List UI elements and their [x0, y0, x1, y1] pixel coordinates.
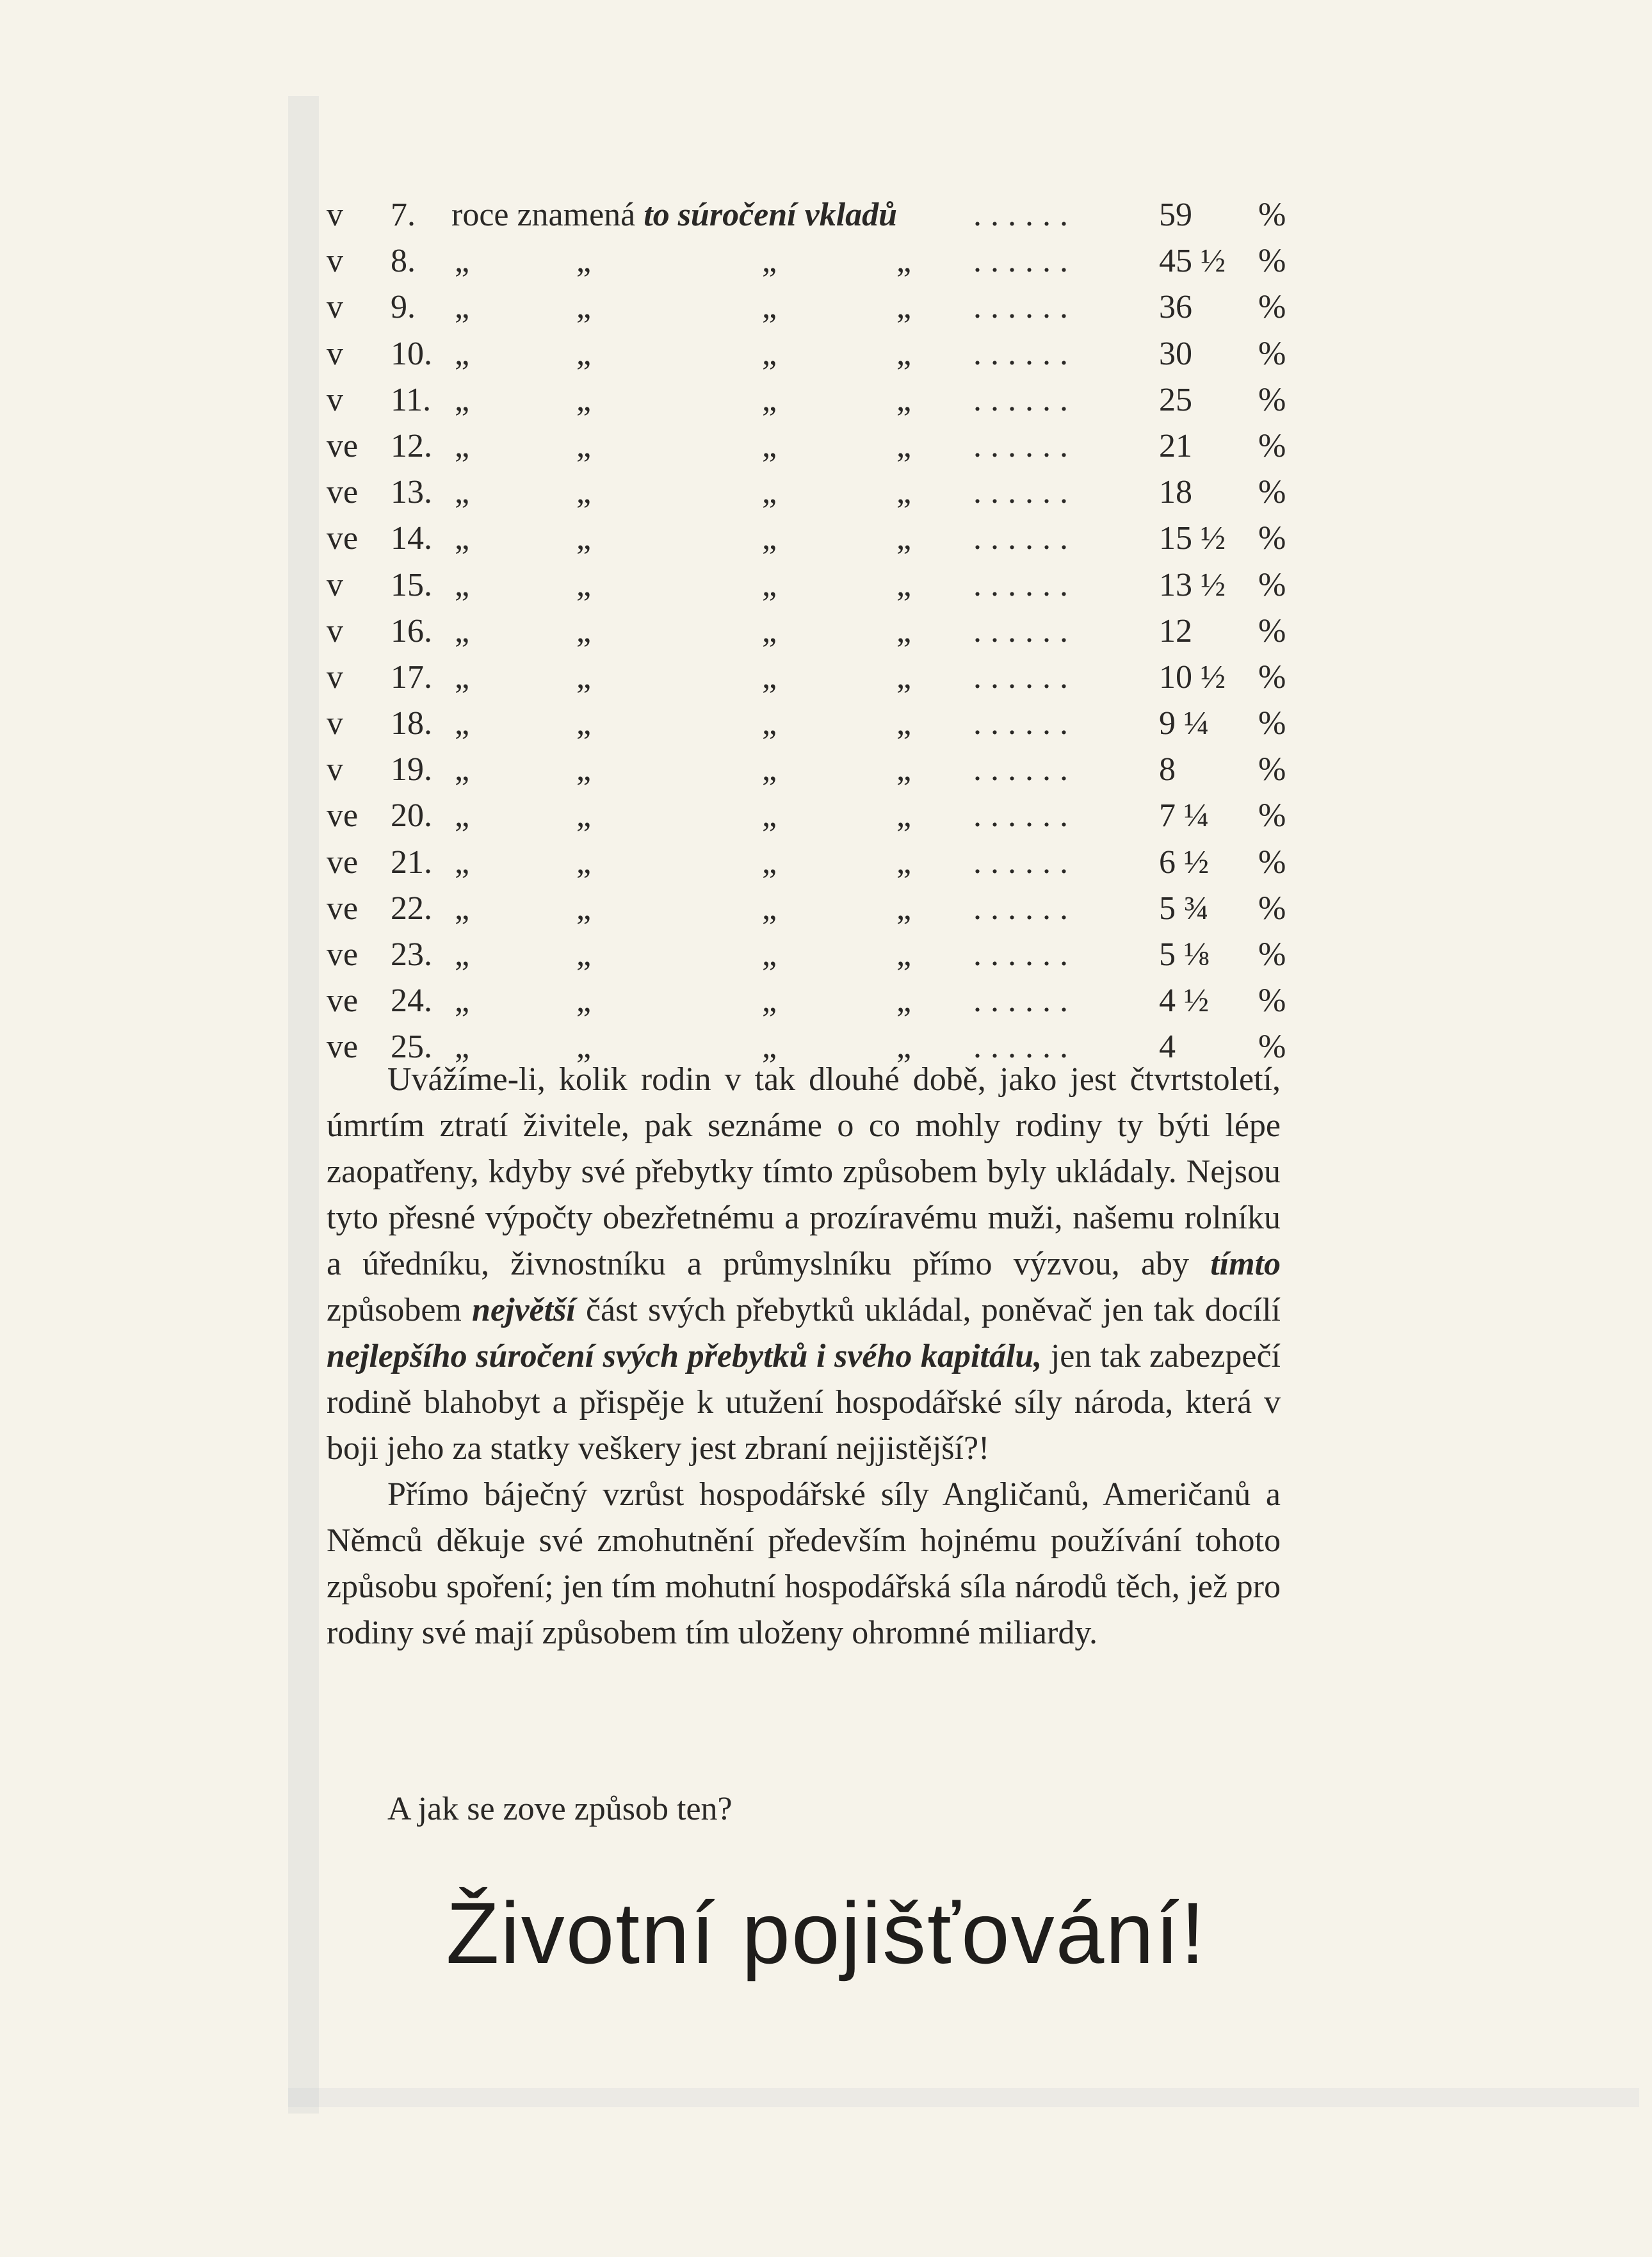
ditto-mark: „: [455, 289, 470, 326]
rate-value: 5 ¾: [1159, 890, 1209, 927]
rate-row: [327, 562, 1313, 608]
leader-dots: ......: [973, 658, 1077, 696]
rate-unit: %: [1258, 381, 1286, 418]
rate-phrase: [451, 192, 897, 238]
ditto-mark: „: [896, 335, 912, 372]
ditto-mark: „: [762, 751, 777, 788]
rate-row: [327, 608, 1313, 655]
ditto-mark: „: [762, 474, 777, 511]
show-through-band: [288, 96, 319, 2114]
ditto-mark: „: [762, 1029, 777, 1066]
ditto-mark: „: [576, 566, 592, 603]
ditto-mark: „: [896, 243, 912, 280]
rate-value: 6 ½: [1159, 843, 1209, 881]
paragraph-text: Uvážíme-li, kolik rodin v tak dlouhé době, jako jest čtvrtstoletí, úmrtím ztratí živitele, pak seznáme o co mohly rodiny ty býti lépe zaopatřeny, kdyby své přebytky tímto způsobem byly ukládaly. Nejsou tyto přesné výpočty obezřetnému a prozíravému muži, našemu rolníku a úředníku, živnostníku a průmyslníku přímo výzvou, aby: [327, 1061, 1281, 1282]
leader-dots: ......: [973, 751, 1077, 788]
ditto-mark: „: [576, 612, 592, 649]
leader-dots: ......: [973, 289, 1077, 326]
ditto-mark: „: [576, 936, 592, 973]
rate-value: 9 ¼: [1159, 705, 1209, 742]
rate-row: [327, 793, 1313, 839]
rate-row: [327, 331, 1313, 377]
ditto-mark: „: [455, 936, 470, 973]
rate-unit: %: [1258, 751, 1286, 788]
rate-prefix: v: [327, 289, 343, 326]
ditto-mark: „: [762, 982, 777, 1020]
ditto-mark: „: [896, 890, 912, 927]
rate-year: 14.: [391, 520, 432, 557]
rate-year: 20.: [391, 797, 432, 835]
rate-unit: %: [1258, 427, 1286, 464]
leader-dots: ......: [973, 520, 1077, 557]
ditto-mark: „: [576, 243, 592, 280]
rate-row: [327, 932, 1313, 978]
ditto-mark: „: [455, 335, 470, 372]
ditto-mark: „: [576, 381, 592, 418]
body-text: [327, 1057, 1281, 1656]
ditto-mark: „: [896, 520, 912, 557]
ditto-mark: „: [576, 427, 592, 464]
rate-value: 21: [1159, 427, 1192, 464]
rate-year: 22.: [391, 890, 432, 927]
rate-year: 24.: [391, 982, 432, 1020]
leader-dots: ......: [973, 335, 1077, 372]
leader-dots: ......: [973, 243, 1077, 280]
rate-year: 19.: [391, 751, 432, 788]
rate-value: 4: [1159, 1029, 1176, 1066]
rate-phrase-plain: roce znamená: [451, 197, 644, 233]
rate-value: 59: [1159, 197, 1192, 233]
ditto-mark: „: [455, 612, 470, 649]
ditto-mark: „: [762, 890, 777, 927]
rate-value: 36: [1159, 289, 1192, 326]
ditto-mark: „: [896, 289, 912, 326]
rate-row: [327, 978, 1313, 1024]
rate-prefix: ve: [327, 427, 359, 464]
rate-unit: %: [1258, 843, 1286, 881]
ditto-mark: „: [896, 612, 912, 649]
rate-row: [327, 655, 1313, 701]
rate-value: 45 ½: [1159, 243, 1226, 280]
rate-prefix: ve: [327, 982, 359, 1020]
ditto-mark: „: [455, 381, 470, 418]
emphasis-text: nejlepšího súročení svých přebytků i svého kapitálu,: [327, 1338, 1042, 1374]
ditto-mark: „: [762, 520, 777, 557]
rate-unit: %: [1258, 1029, 1286, 1066]
ditto-mark: „: [455, 982, 470, 1020]
leader-dots: ......: [973, 566, 1077, 603]
rate-row: [327, 747, 1313, 793]
ditto-mark: „: [762, 797, 777, 835]
rate-value: 7 ¼: [1159, 797, 1209, 835]
rate-year: 18.: [391, 705, 432, 742]
rate-year: 13.: [391, 474, 432, 511]
ditto-mark: „: [455, 243, 470, 280]
ditto-mark: „: [896, 982, 912, 1020]
rate-value: 8: [1159, 751, 1176, 788]
slogan-heading: Životní pojišťování!: [446, 1884, 1206, 1982]
ditto-mark: „: [576, 658, 592, 696]
rate-value: 15 ½: [1159, 520, 1226, 557]
leader-dots: ......: [973, 982, 1077, 1020]
ditto-mark: „: [762, 427, 777, 464]
question-line: A jak se zove způsob ten?: [387, 1791, 733, 1827]
leader-dots: ......: [973, 797, 1077, 835]
ditto-mark: „: [576, 843, 592, 881]
ditto-mark: „: [762, 381, 777, 418]
rate-value: 30: [1159, 335, 1192, 372]
rate-unit: %: [1258, 566, 1286, 603]
ditto-mark: „: [576, 335, 592, 372]
rate-year: 25.: [391, 1029, 432, 1066]
rate-value: 10 ½: [1159, 658, 1226, 696]
ditto-mark: „: [762, 289, 777, 326]
ditto-mark: „: [576, 705, 592, 742]
leader-dots: ......: [973, 1029, 1077, 1066]
rate-value: 13 ½: [1159, 566, 1226, 603]
ditto-mark: „: [896, 474, 912, 511]
ditto-mark: „: [762, 843, 777, 881]
rate-prefix: v: [327, 197, 343, 233]
rate-value: 12: [1159, 612, 1192, 649]
emphasis-text: tímto: [1210, 1246, 1281, 1282]
rate-year: 15.: [391, 566, 432, 603]
rate-prefix: v: [327, 612, 343, 649]
rate-prefix: v: [327, 566, 343, 603]
ditto-mark: „: [896, 658, 912, 696]
ditto-mark: „: [455, 705, 470, 742]
rate-year: 7.: [391, 197, 416, 233]
ditto-mark: „: [576, 474, 592, 511]
rate-unit: %: [1258, 335, 1286, 372]
ditto-mark: „: [455, 566, 470, 603]
rate-value: 4 ½: [1159, 982, 1209, 1020]
rate-unit: %: [1258, 890, 1286, 927]
rate-year: 21.: [391, 843, 432, 881]
ditto-mark: „: [896, 936, 912, 973]
rate-row: [327, 423, 1313, 469]
rate-year: 10.: [391, 335, 432, 372]
rate-row: [327, 284, 1313, 330]
leader-dots: ......: [973, 612, 1077, 649]
rate-unit: %: [1258, 474, 1286, 511]
ditto-mark: „: [896, 1029, 912, 1066]
leader-dots: ......: [973, 427, 1077, 464]
rate-year: 23.: [391, 936, 432, 973]
rate-value: 25: [1159, 381, 1192, 418]
ditto-mark: „: [896, 705, 912, 742]
rate-year: 17.: [391, 658, 432, 696]
rate-prefix: ve: [327, 936, 359, 973]
paragraph-text: jen tak zabezpečí rodině blahobyt a přispěje k utužení hospodářské síly národa, která v boji jeho za statky veškery jest zbraní nejjistější?!: [327, 1338, 1281, 1467]
ditto-mark: „: [455, 843, 470, 881]
ditto-mark: „: [762, 705, 777, 742]
ditto-mark: „: [576, 751, 592, 788]
paragraph-1: [327, 1057, 1281, 1472]
rate-unit: %: [1258, 936, 1286, 973]
rate-value: 18: [1159, 474, 1192, 511]
rate-year: 16.: [391, 612, 432, 649]
ditto-mark: „: [896, 427, 912, 464]
ditto-mark: „: [455, 520, 470, 557]
rate-prefix: ve: [327, 474, 359, 511]
rate-prefix: v: [327, 751, 343, 788]
ditto-mark: „: [762, 936, 777, 973]
rate-prefix: ve: [327, 1029, 359, 1066]
rate-row: [327, 701, 1313, 747]
leader-dots: ......: [973, 890, 1077, 927]
rate-prefix: ve: [327, 520, 359, 557]
ditto-mark: „: [762, 658, 777, 696]
rate-prefix: v: [327, 658, 343, 696]
ditto-mark: „: [762, 243, 777, 280]
ditto-mark: „: [576, 890, 592, 927]
ditto-mark: „: [576, 1029, 592, 1066]
rates-table: [327, 192, 1313, 1071]
paragraph-2: Přímo báječný vzrůst hospodářské síly Angličanů, Američanů a Němců děkuje své zmohutnění především hojnému používání tohoto způsobu spoření; jen tím mohutní hospodářská síla národů těch, jež pro rodiny své mají způsobem tím uloženy ohromné miliardy.: [327, 1476, 1281, 1651]
ditto-mark: „: [576, 289, 592, 326]
rate-prefix: v: [327, 381, 343, 418]
ditto-mark: „: [896, 843, 912, 881]
leader-dots: ......: [973, 474, 1077, 511]
paragraph-text: část svých přebytků ukládal, poněvač jen tak docílí: [575, 1292, 1281, 1328]
rate-row: [327, 516, 1313, 562]
ditto-mark: „: [896, 381, 912, 418]
ditto-mark: „: [576, 797, 592, 835]
rate-year: 8.: [391, 243, 416, 280]
ditto-mark: „: [762, 335, 777, 372]
ditto-mark: „: [896, 797, 912, 835]
ditto-mark: „: [762, 566, 777, 603]
rate-unit: %: [1258, 797, 1286, 835]
ditto-mark: „: [455, 751, 470, 788]
emphasis-text: největší: [472, 1292, 576, 1328]
rate-year: 9.: [391, 289, 416, 326]
rate-phrase-emphasis: to súročení vkladů: [644, 197, 898, 233]
ditto-mark: „: [576, 520, 592, 557]
rate-row: [327, 238, 1313, 284]
rate-unit: %: [1258, 243, 1286, 280]
ditto-mark: „: [762, 612, 777, 649]
rate-unit: %: [1258, 705, 1286, 742]
rate-prefix: ve: [327, 843, 359, 881]
ditto-mark: „: [455, 1029, 470, 1066]
rate-row: [327, 377, 1313, 423]
leader-dots: ......: [973, 197, 1077, 233]
rate-year: 11.: [391, 381, 432, 418]
rate-unit: %: [1258, 612, 1286, 649]
ditto-mark: „: [896, 566, 912, 603]
ditto-mark: „: [455, 474, 470, 511]
rate-prefix: v: [327, 335, 343, 372]
rate-prefix: v: [327, 243, 343, 280]
leader-dots: ......: [973, 843, 1077, 881]
rate-row: [327, 840, 1313, 886]
leader-dots: ......: [973, 381, 1077, 418]
rate-year: 12.: [391, 427, 432, 464]
rate-row: [327, 469, 1313, 516]
rate-row: [327, 192, 1313, 238]
leader-dots: ......: [973, 936, 1077, 973]
paragraph-text: způsobem: [327, 1292, 473, 1328]
rate-unit: %: [1258, 658, 1286, 696]
rate-prefix: ve: [327, 797, 359, 835]
ditto-mark: „: [455, 890, 470, 927]
ditto-mark: „: [455, 427, 470, 464]
rate-value: 5 ⅛: [1159, 936, 1209, 973]
rate-unit: %: [1258, 289, 1286, 326]
rate-unit: %: [1258, 197, 1286, 233]
ditto-mark: „: [896, 751, 912, 788]
ditto-mark: „: [455, 658, 470, 696]
leader-dots: ......: [973, 705, 1077, 742]
rate-unit: %: [1258, 982, 1286, 1020]
rate-unit: %: [1258, 520, 1286, 557]
rate-prefix: v: [327, 705, 343, 742]
show-through-band-bottom: [288, 2088, 1639, 2107]
rate-row: [327, 886, 1313, 932]
ditto-mark: „: [455, 797, 470, 835]
rate-prefix: ve: [327, 890, 359, 927]
ditto-mark: „: [576, 982, 592, 1020]
